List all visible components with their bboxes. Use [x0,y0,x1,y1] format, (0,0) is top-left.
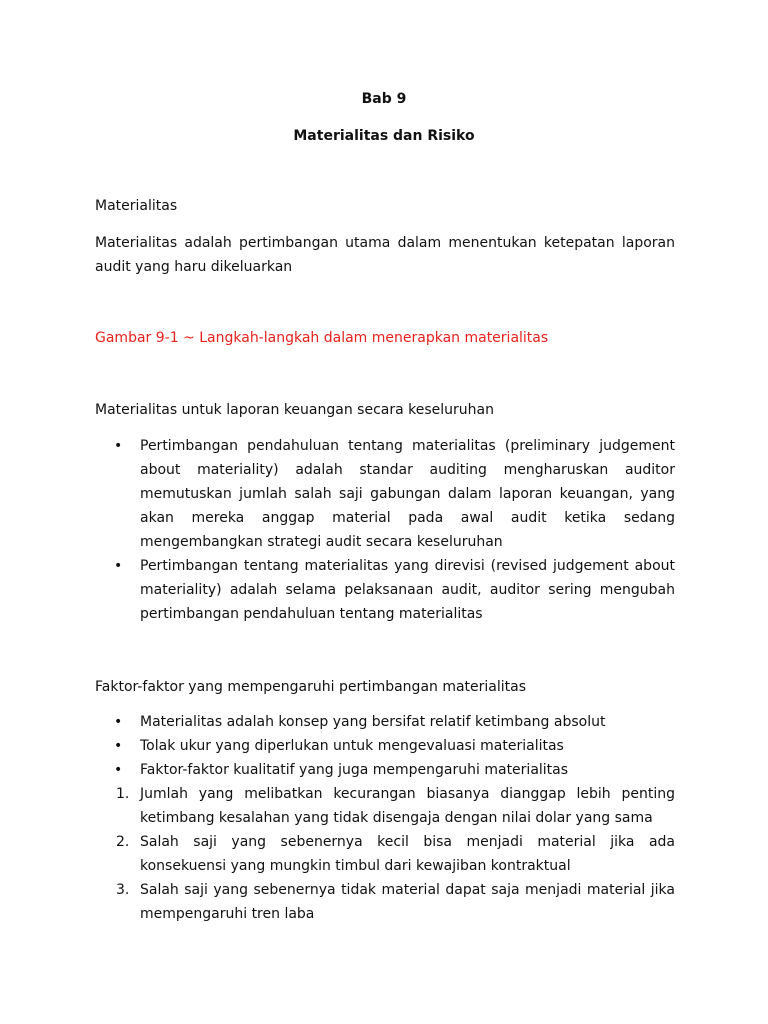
list-item [95,734,675,758]
list-item-text: Materialitas adalah konsep yang bersifat relatif ketimbang absolut [140,714,606,730]
list-number: 1. [116,786,130,802]
list-item-text: Pertimbangan pendahuluan tentang materialitas (preliminary judgement about materiality) adalah standar auditing mengharuskan auditor memutuskan jumlah salah saji gabungan dalam laporan keuangan, yang akan mereka anggap material pada awal audit ketika sedang mengembangkan strategi audit secara keseluruhan [140,438,675,550]
list-item [95,554,675,626]
bullet-marker: • [114,714,123,730]
factors-numbered-list [95,782,675,926]
list-item [95,758,675,782]
document-page [95,0,675,1024]
chapter-label: Bab 9 [361,91,407,107]
list-item [95,830,675,878]
list-item [95,878,675,926]
list-number: 3. [116,882,130,898]
overall-heading: Materialitas untuk laporan keuangan secara keseluruhan [95,402,494,418]
factors-heading: Faktor-faktor yang mempengaruhi pertimbangan materialitas [95,679,527,695]
list-item-text: Jumlah yang melibatkan kecurangan biasanya dianggap lebih penting ketimbang kesalahan yang tidak disengaja dengan nilai dolar yang sama [140,786,675,826]
bullet-marker: • [114,438,123,454]
overall-bullet-list [95,434,675,626]
list-item-text: Pertimbangan tentang materialitas yang direvisi (revised judgement about materiality) adalah selama pelaksanaan audit, auditor sering mengubah pertimbangan pendahuluan tentang materialitas [140,558,675,622]
chapter-title: Materialitas dan Risiko [293,128,475,144]
list-item-text: Salah saji yang sebenernya kecil bisa menjadi material jika ada konsekuensi yang mungkin timbul dari kewajiban kontraktual [140,834,675,874]
factors-bullet-list [95,710,675,782]
list-item [95,434,675,554]
bullet-marker: • [114,558,123,574]
list-item-text: Tolak ukur yang diperlukan untuk mengevaluasi materialitas [140,738,564,754]
list-item-text: Salah saji yang sebenernya tidak material dapat saja menjadi material jika mempengaruhi tren laba [140,882,675,922]
bullet-marker: • [114,738,123,754]
bullet-marker: • [114,762,123,778]
list-item [95,710,675,734]
section-heading: Materialitas [95,198,178,214]
list-number: 2. [116,834,130,850]
figure-caption: Gambar 9-1 ~ Langkah-langkah dalam menerapkan materialitas [95,330,549,346]
list-item-text: Faktor-faktor kualitatif yang juga mempengaruhi materialitas [140,762,569,778]
definition-paragraph: Materialitas adalah pertimbangan utama dalam menentukan ketepatan laporan audit yang haru dikeluarkan [95,235,675,275]
list-item [95,782,675,830]
